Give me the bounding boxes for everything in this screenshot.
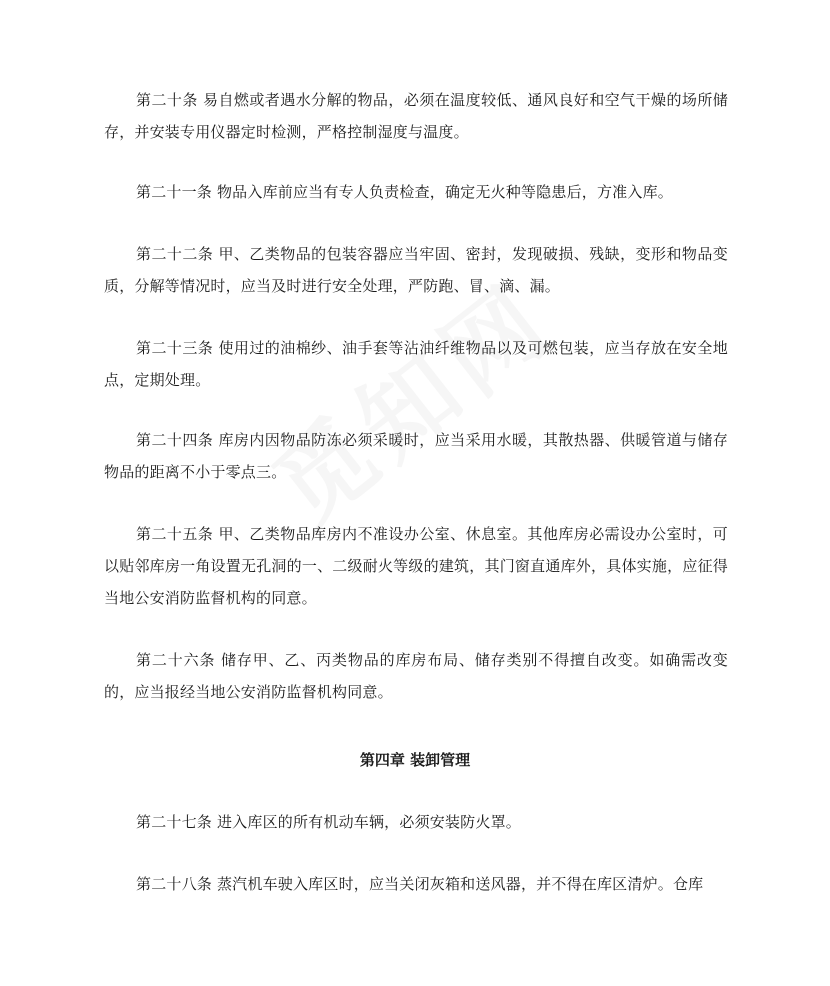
article-25: 第二十五条 甲、乙类物品库房内不准设办公室、休息室。其他库房必需设办公室时，可以贴邻库房一角设置无孔洞的一、二级耐火等级的建筑，其门窗直通库外，具体实施，应征得当地公安消防监督机构的同意。 (104, 525, 728, 607)
article-23: 第二十三条 使用过的油棉纱、油手套等沾油纤维物品以及可燃包装，应当存放在安全地点，定期处理。 (104, 339, 728, 389)
article-20: 第二十条 易自燃或者遇水分解的物品，必须在温度较低、通风良好和空气干燥的场所储存，并安装专用仪器定时检测，严格控制湿度与温度。 (104, 91, 728, 141)
article-22: 第二十二条 甲、乙类物品的包装容器应当牢固、密封，发现破损、残缺，变形和物品变质，分解等情况时，应当及时进行安全处理，严防跑、冒、滴、漏。 (104, 245, 728, 295)
article-21: 第二十一条 物品入库前应当有专人负责检查，确定无火种等隐患后，方准入库。 (136, 183, 673, 201)
article-24: 第二十四条 库房内因物品防冻必须采暖时，应当采用水暖，其散热器、供暖管道与储存物品的距离不小于零点三。 (104, 431, 728, 481)
chapter-heading: 第四章 装卸管理 (359, 751, 471, 769)
article-27: 第二十七条 进入库区的所有机动车辆，必须安装防火罩。 (136, 813, 521, 831)
article-26: 第二十六条 储存甲、乙、丙类物品的库房布局、储存类别不得擅自改变。如确需改变的，应当报经当地公安消防监督机构同意。 (104, 651, 728, 701)
article-28: 第二十八条 蒸汽机车驶入库区时，应当关闭灰箱和送风器，并不得在库区清炉。仓库 (136, 875, 704, 893)
